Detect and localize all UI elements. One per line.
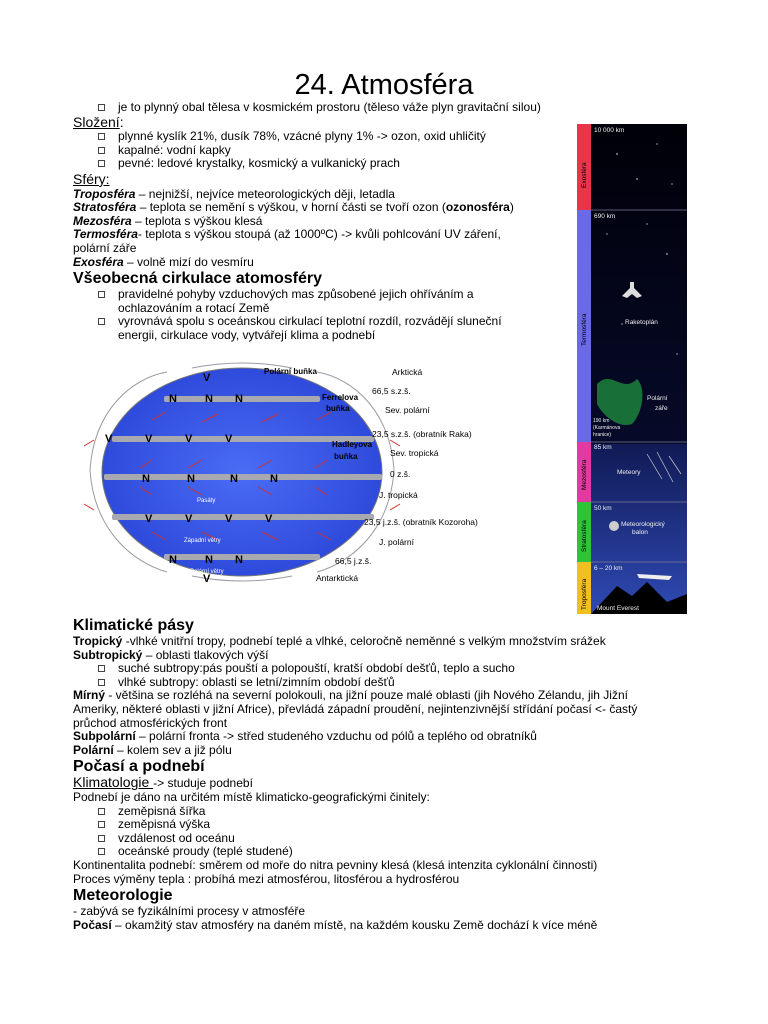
sfera-troposfera: Troposféra – nejnižší, nejvíce meteorologických ději, letadla [73, 186, 395, 201]
bullet-box-icon [98, 147, 105, 154]
pocasi-heading: Počasí a podnebí [73, 758, 205, 776]
svg-text:Raketoplán: Raketoplán [625, 319, 658, 326]
atmosphere-layers-figure [577, 124, 687, 614]
vymena-tepla: Proces výměny tepla : probíhá mezi atmosférou, litosférou a hydrosférou [73, 871, 460, 886]
svg-text:Meteory: Meteory [617, 469, 641, 476]
bullet-box-icon [98, 665, 105, 672]
bullet-box-icon [98, 848, 105, 855]
svg-text:Sev. polární: Sev. polární [385, 405, 430, 415]
bullet-box-icon [98, 104, 105, 111]
svg-text:hranice): hranice) [593, 432, 612, 438]
mark-v: V [225, 513, 233, 525]
svg-text:Stratosféra: Stratosféra [581, 520, 588, 552]
list-item: pravidelné pohyby vzduchových mas způsobené jejich ohříváním a ochlazováním a rotací Země [73, 288, 573, 315]
kontinentalita: Kontinentalita podnebí: směrem od moře do nitra pevniny klesá (klesá intenzita cyklonální činnosti) [73, 857, 598, 872]
svg-text:buňka: buňka [326, 404, 350, 413]
mark-n: N [187, 473, 195, 485]
svg-text:23,5 s.z.š. (obratník Raka): 23,5 s.z.š. (obratník Raka) [372, 429, 472, 439]
mark-v: V [105, 433, 113, 445]
bullet-box-icon [98, 808, 105, 815]
svg-text:Západní větry: Západní větry [184, 538, 221, 544]
klima-mirny-cont: Ameriky, některé oblasti v jižní Africe), převládá západní proudění, nejintenzivnější střídání počasí <- častý [73, 701, 638, 716]
list-item: vyrovnává spolu s oceánskou cirkulací teplotní rozdíl, rozvádějí sluneční energii, cirkulace vody, vytvářejí klima a podnebí [73, 315, 573, 342]
mark-v: V [203, 573, 211, 585]
list-item: je to plynný obal tělesa v kosmickém prostoru (těleso váže plyn gravitační silou) [73, 101, 573, 115]
svg-text:Polární buňka: Polární buňka [264, 367, 317, 376]
meteorologie-text: - zabývá se fyzikálními procesy v atmosféře [73, 904, 306, 919]
sfera-exosfera: Exosféra – volně mizí do vesmíru [73, 254, 254, 269]
svg-text:J. tropická: J. tropická [379, 490, 418, 500]
svg-text:záře: záře [655, 405, 668, 412]
mark-v: V [145, 433, 153, 445]
svg-text:Polární: Polární [647, 395, 668, 402]
list-item: pevné: ledové krystalky, kosmický a vulkanický prach [73, 157, 573, 171]
svg-text:Mezosféra: Mezosféra [581, 459, 588, 490]
svg-text:23,5 j.z.š. (obratník Kozoroha: 23,5 j.z.š. (obratník Kozoroha) [364, 517, 478, 527]
mark-v: V [265, 513, 273, 525]
svg-text:6 – 20 km: 6 – 20 km [594, 565, 623, 572]
bullet-box-icon [98, 679, 105, 686]
klima-subpolarni: Subpolární – polární fronta -> střed studeného vzduchu od pólů a teplého od obratníků [73, 729, 537, 744]
svg-text:balon: balon [632, 529, 648, 536]
svg-text:50 km: 50 km [594, 505, 612, 512]
sfera-stratosfera: Stratosféra – teplota se nemění s výškou, v horní části se tvoří ozon (ozonosféra) [73, 200, 514, 215]
list-item: vzdálenost od oceánu [73, 832, 693, 846]
svg-text:66,5 s.z.š.: 66,5 s.z.š. [372, 386, 411, 396]
pocasi-definice: Počasí – okamžitý stav atmosféry na daném místě, na každém kousku Země dochází k více méně [73, 917, 598, 932]
svg-text:190 km: 190 km [593, 418, 610, 424]
svg-text:Sev. tropická: Sev. tropická [390, 448, 439, 458]
svg-text:Polární větry: Polární větry [190, 569, 224, 575]
mark-n: N [142, 473, 150, 485]
svg-text:Ferrelova: Ferrelova [322, 393, 359, 402]
slozeni-heading-line: Složení: [73, 113, 124, 130]
list-item: vlhké subtropy: oblasti se letní/zimním období dešťů [73, 676, 693, 690]
svg-text:buňka: buňka [334, 452, 358, 461]
klima-heading: Klimatické pásy [73, 617, 194, 634]
svg-text:Arktická: Arktická [392, 367, 423, 377]
svg-text:690 km: 690 km [594, 213, 616, 220]
sfery-heading: Sféry: [73, 170, 110, 187]
slozeni-heading: Složení [73, 113, 120, 130]
cirkulace-heading: Všeobecná cirkulace atomosféry [73, 270, 323, 288]
bullet-box-icon [98, 821, 105, 828]
mark-n: N [205, 554, 213, 566]
intro-section [73, 101, 573, 343]
mark-v: V [185, 433, 193, 445]
svg-text:Exosféra: Exosféra [581, 162, 588, 188]
sfera-termosfera: Termosféra- teplota s výškou stoupá (až 1000ºC) -> kvůli pohlcování UV záření, [73, 227, 501, 242]
bullet-box-icon [98, 835, 105, 842]
klima-tropicky: Tropický -vlhké vnitřní tropy, podnebí teplé a vlhké, celoročně neměnné s velkým množstvím srážek [73, 634, 606, 648]
mark-v: V [145, 513, 153, 525]
list-item: plynné kyslík 21%, dusík 78%, vzácné plyny 1% -> ozon, oxid uhličitý [73, 130, 573, 144]
mark-n: N [235, 554, 243, 566]
svg-text:J. polární: J. polární [379, 537, 414, 547]
svg-text:Meteorologický: Meteorologický [621, 521, 665, 528]
list-item: suché subtropy:pás pouští a polopouští, kratší období dešťů, teplo a sucho [73, 662, 693, 676]
klima-mirny-cont: průchod atmosférických front [73, 715, 228, 730]
svg-text:(Karmánova: (Karmánova [593, 425, 621, 431]
mark-v: V [225, 433, 233, 445]
sfera-termosfera-cont: polární záře [73, 240, 137, 255]
svg-text:85 km: 85 km [594, 444, 612, 451]
klima-polarni: Polární – kolem sev a již pólu [73, 742, 232, 757]
svg-text:Pasáty: Pasáty [197, 498, 216, 504]
svg-text:Hadleyova: Hadleyova [332, 440, 373, 449]
page-title: 24. Atmosféra [294, 69, 474, 101]
bullet-box-icon [98, 133, 105, 140]
mark-n: N [230, 473, 238, 485]
balloon-icon [609, 521, 619, 531]
mark-n: N [270, 473, 278, 485]
list-item: zeměpisná šířka [73, 805, 693, 819]
mark-v: V [203, 372, 211, 384]
meteorologie-heading: Meteorologie [73, 887, 173, 905]
svg-text:Antarktická: Antarktická [316, 573, 359, 583]
mark-n: N [169, 393, 177, 405]
klima-mirny: Mírný - většina se rozléhá na severní polokouli, na jižní pouze malé oblasti (jih Nového Zélandu, jih Jižní [73, 688, 628, 703]
mark-n: N [169, 554, 177, 566]
sfery-heading-line [73, 170, 573, 188]
svg-text:66,5 j.z.š.: 66,5 j.z.š. [335, 556, 372, 566]
sfera-mezosfera: Mezosféra – teplota s výškou klesá [73, 213, 263, 228]
circulation-diagram [72, 360, 522, 590]
svg-text:Mount Everest: Mount Everest [597, 605, 639, 612]
klimatologie-line: Klimatologie -> studuje podnebí [73, 774, 253, 791]
list-item: kapalné: vodní kapky [73, 144, 573, 158]
mark-n: N [205, 393, 213, 405]
bullet-box-icon [98, 160, 105, 167]
svg-text:Termosféra: Termosféra [581, 313, 588, 346]
list-item: oceánské proudy (teplé studené) [73, 845, 693, 859]
list-item: zeměpisná výška [73, 818, 693, 832]
mark-n: N [235, 393, 243, 405]
klima-subtropicky: Subtropický – oblasti tlakových výší [73, 647, 269, 662]
klima-section [73, 617, 693, 932]
svg-text:Troposféra: Troposféra [581, 578, 588, 610]
pocasi-intro: Podnebí je dáno na určitém místě klimaticko-geografickými činitely: [73, 789, 430, 804]
bullet-box-icon [98, 291, 105, 298]
svg-text:10 000 km: 10 000 km [594, 127, 625, 134]
mark-v: V [185, 513, 193, 525]
svg-text:0 z.š.: 0 z.š. [390, 469, 411, 479]
bullet-box-icon [98, 318, 105, 325]
